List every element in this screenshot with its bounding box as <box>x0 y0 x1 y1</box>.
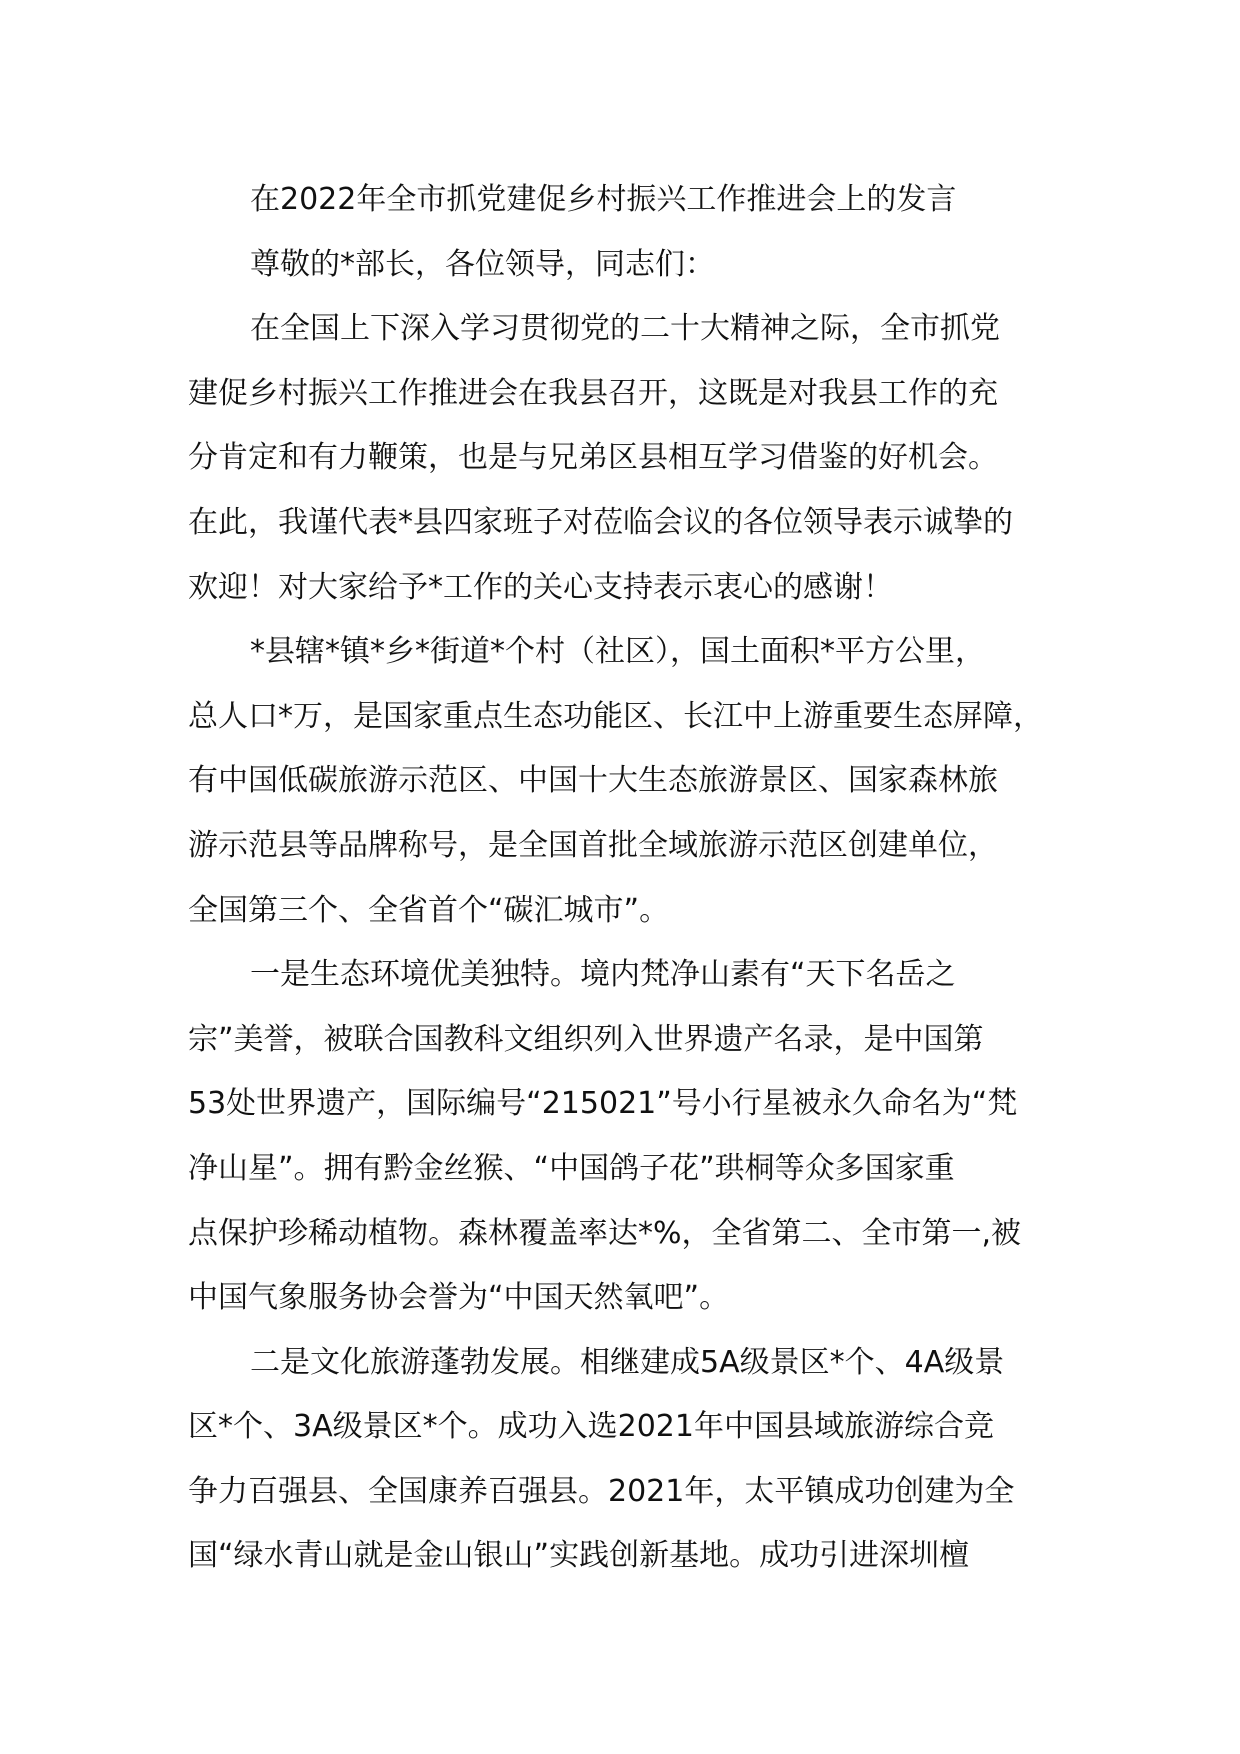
paragraph-line: *县辖*镇*乡*街道*个村（社区），国土面积*平方公里， <box>250 634 985 670</box>
paragraph-2 <box>188 620 1068 943</box>
paragraph-line: 建促乡村振兴工作推进会在我县召开，这既是对我县工作的充 <box>188 375 998 411</box>
paragraph-4 <box>188 1331 1068 1589</box>
paragraph-line: 在此，我谨代表*县四家班子对莅临会议的各位领导表示诚挚的 <box>188 504 1013 540</box>
paragraph-line: 二是文化旅游蓬勃发展。相继建成5A级景区*个、4A级景 <box>250 1344 1005 1380</box>
paragraph-line: 争力百强县、全国康养百强县。2021年，太平镇成功创建为全 <box>188 1473 1015 1509</box>
paragraph-3 <box>188 943 1068 1331</box>
paragraph-1 <box>188 297 1068 620</box>
document-title: 在2022年全市抓党建促乡村振兴工作推进会上的发言 <box>250 182 957 217</box>
paragraph-line: 点保护珍稀动植物。森林覆盖率达*%，全省第二、全市第一,被 <box>188 1215 1022 1251</box>
paragraph-line: 53处世界遗产，国际编号“215021”号小行星被永久命名为“梵 <box>188 1086 1018 1122</box>
paragraph-line: 净山星”。拥有黔金丝猴、“中国鸽子花”珙桐等众多国家重 <box>188 1150 955 1186</box>
paragraph-line: 游示范县等品牌称号，是全国首批全域旅游示范区创建单位， <box>188 827 998 863</box>
document-body <box>188 168 1068 1589</box>
paragraph-line: 欢迎！对大家给予*工作的关心支持表示衷心的感谢！ <box>188 569 893 605</box>
paragraph-line: 宗”美誉，被联合国教科文组织列入世界遗产名录，是中国第 <box>188 1021 984 1057</box>
paragraph-line: 区*个、3A级景区*个。成功入选2021年中国县域旅游综合竞 <box>188 1409 994 1445</box>
salutation: 尊敬的*部长，各位领导，同志们： <box>250 246 715 282</box>
paragraph-line: 中国气象服务协会誉为“中国天然氧吧”。 <box>188 1280 730 1316</box>
paragraph-line: 总人口*万，是国家重点生态功能区、长江中上游重要生态屏障， <box>188 698 1043 734</box>
paragraph-line: 在全国上下深入学习贯彻党的二十大精神之际，全市抓党 <box>250 311 1000 347</box>
paragraph-line: 一是生态环境优美独特。境内梵净山素有“天下名岳之 <box>250 957 956 993</box>
paragraph-line: 全国第三个、全省首个“碳汇城市”。 <box>188 892 670 928</box>
paragraph-line: 有中国低碳旅游示范区、中国十大生态旅游景区、国家森林旅 <box>188 763 998 799</box>
paragraph-line: 分肯定和有力鞭策，也是与兄弟区县相互学习借鉴的好机会。 <box>188 440 998 476</box>
paragraph-line: 国“绿水青山就是金山银山”实践创新基地。成功引进深圳檀 <box>188 1538 970 1574</box>
